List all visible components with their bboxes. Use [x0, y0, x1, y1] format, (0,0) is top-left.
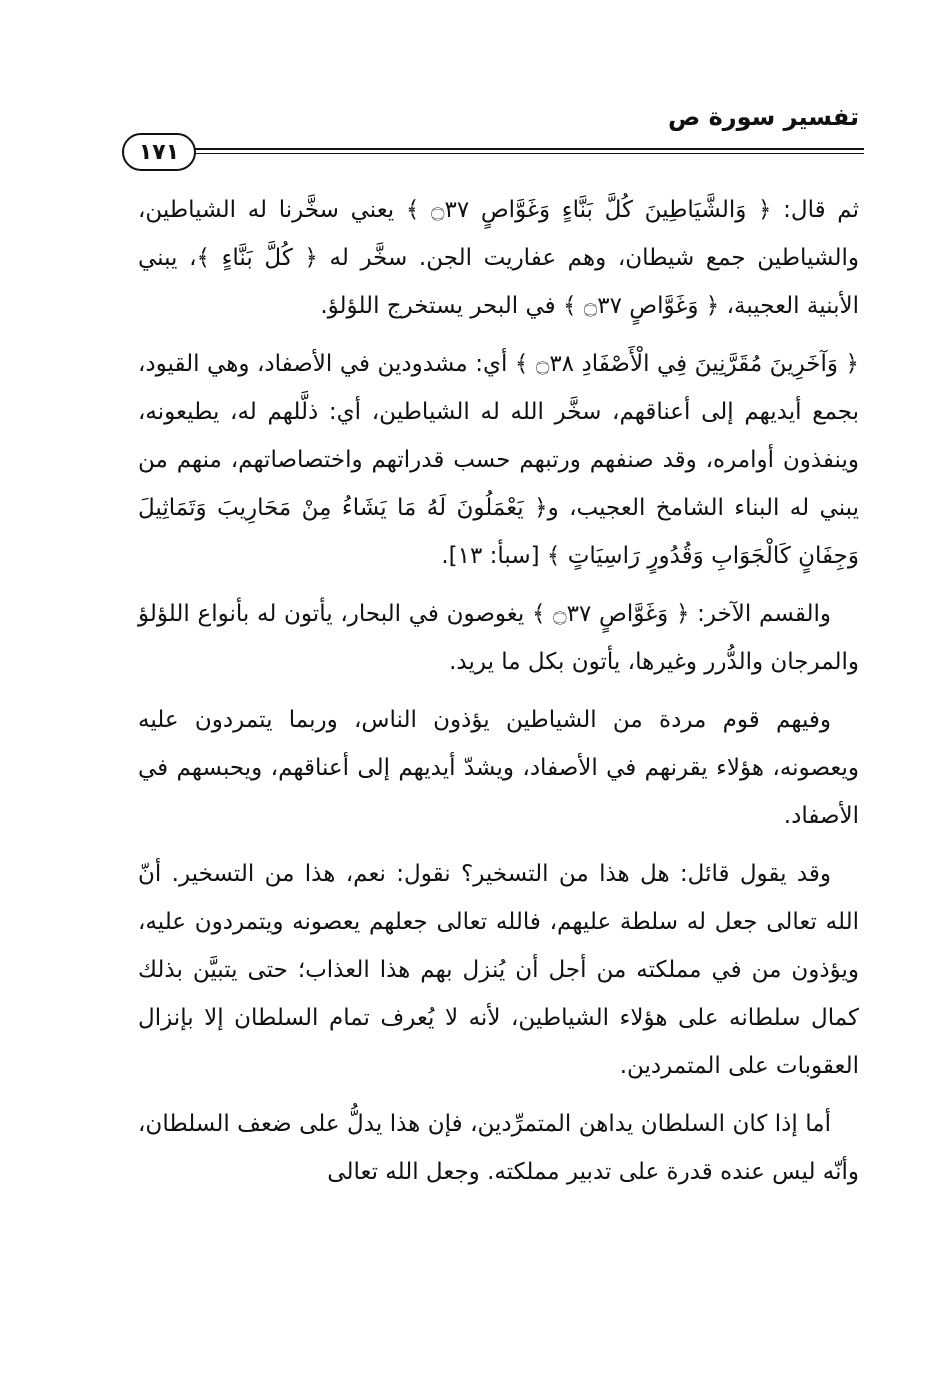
header-rule	[190, 148, 864, 154]
paragraph: ﴿ وَآخَرِينَ مُقَرَّنِينَ فِي الْأَصْفَادِ ۝٣٨ ﴾ أي: مشدودين في الأصفاد، وهي القيود، بجمع أيديهم إلى أعناقهم، سخَّر الله له الشياطين، أي: ذلَّلهم له، يطيعونه، وينفذون أوامره، وقد صنفهم ورتبهم حسب قدراتهم واختصاصاتهم، منهم من يبني له البناء الشامخ العجيب، و﴿ يَعْمَلُونَ لَهُ مَا يَشَاءُ مِنْ مَحَارِيبَ وَتَمَاثِيلَ وَجِفَانٍ كَالْجَوَابِ وَقُدُورٍ رَاسِيَاتٍ ﴾ [سبأ: ١٣].	[138, 351, 859, 569]
paragraph: ثم قال: ﴿ وَالشَّيَاطِينَ كُلَّ بَنَّاءٍ وَغَوَّاصٍ ۝٣٧ ﴾ يعني سخَّرنا له الشياطين، والشياطين جمع شيطان، وهم عفاريت الجن. سخَّر له ﴿ كُلَّ بَنَّاءٍ ﴾، يبني الأبنية العجيبة، ﴿ وَغَوَّاصٍ ۝٣٧ ﴾ في البحر يستخرج اللؤلؤ.	[138, 197, 859, 319]
paragraph: والقسم الآخر: ﴿ وَغَوَّاصٍ ۝٣٧ ﴾ يغوصون في البحار، يأتون له بأنواع اللؤلؤ والمرجان والدُّرر وغيرها، يأتون بكل ما يريد.	[138, 601, 859, 675]
paragraph: أما إذا كان السلطان يداهن المتمرِّدين، فإن هذا يدلُّ على ضعف السلطان، وأنّه ليس عنده قدرة على تدبير مملكته. وجعل الله تعالى	[138, 1111, 859, 1185]
page-number: ١٧١	[122, 133, 196, 171]
body-text	[138, 186, 859, 1206]
paragraph: وفيهم قوم مردة من الشياطين يؤذون الناس، وربما يتمردون عليه ويعصونه، هؤلاء يقرنهم في الأصفاد، ويشدّ أيديهم إلى أعناقهم، ويحبسهم في الأصفاد.	[138, 707, 859, 829]
paragraph: وقد يقول قائل: هل هذا من التسخير؟ نقول: نعم، هذا من التسخير. أنّ الله تعالى جعل له سلطة عليهم، فالله تعالى جعلهم يعصونه ويتمردون عليه، ويؤذون من في مملكته من أجل أن يُنزل بهم هذا العذاب؛ حتى يتبيَّن بذلك كمال سلطانه على هؤلاء الشياطين، لأنه لا يُعرف تمام السلطان إلا بإنزال العقوبات على المتمردين.	[138, 861, 859, 1079]
running-title: تفسير سورة ص	[667, 103, 859, 131]
